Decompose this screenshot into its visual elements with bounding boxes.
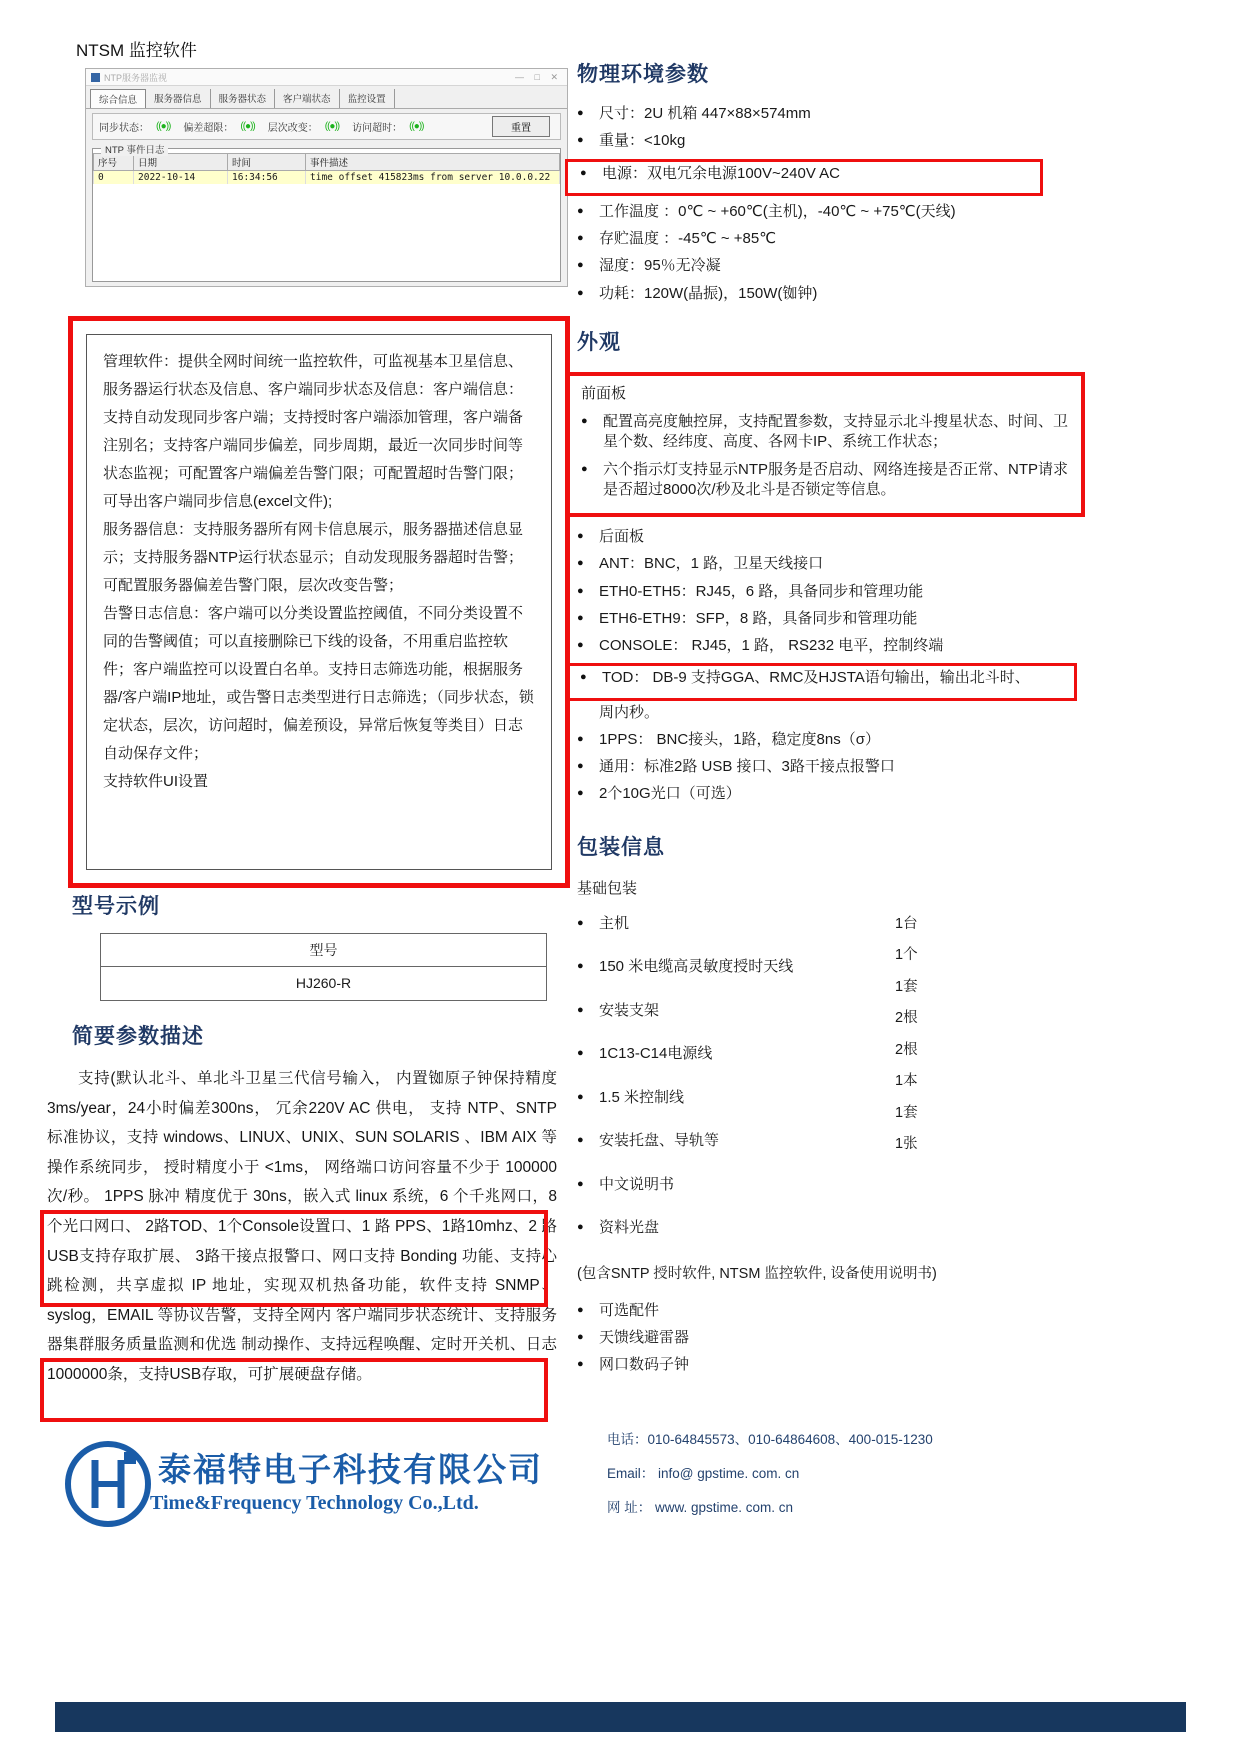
- physical-item: ● 尺寸：2U 机箱 447×88×574mm: [577, 104, 1029, 124]
- physical-list: [577, 104, 1029, 152]
- model-table: [100, 933, 547, 1001]
- log-group-title: NTP 事件日志: [101, 142, 168, 156]
- tod-item: ● TOD： DB-9 支持GGA、RMC及HJSTA语句输出，输出北斗时、: [580, 668, 1064, 688]
- packaging-item: ● 1C13-C14电源线: [577, 1044, 1029, 1081]
- packaging-qty: 1台: [895, 915, 918, 932]
- optional-item: ● 天馈线避雷器: [577, 1328, 1029, 1348]
- app-icon: [91, 73, 100, 82]
- optional-item: ● 网口数码子钟: [577, 1355, 1029, 1375]
- highlight-box-front-panel: [565, 372, 1085, 517]
- contact-phone: 电话：010-64845573、010-64864608、400-015-1230: [607, 1432, 933, 1447]
- led-icon-offset: ((●)): [240, 121, 255, 132]
- packaging-qty: 2根: [895, 1041, 918, 1058]
- tab-general-info[interactable]: 综合信息: [90, 89, 146, 108]
- front-panel-item: ● 六个指示灯支持显示NTP服务是否启动、网络连接是否正常、NTP请求是否超过8000次/秒及北斗是否锁定等信息。: [581, 460, 1069, 501]
- mgmt-paragraph: 告警日志信息：客户端可以分类设置监控阈值，不同分类设置不同的告警阈值；可以直接删除已下线的设备，不用重启监控软件；客户端监控可以设置白名单。支持日志筛选功能，根据服务器/客户端IP地址，或告警日志类型进行日志筛选；（同步状态，锁定状态，层次，访问超时，偏差预设，异常后恢复等类目）日志自动保存文件；: [103, 605, 534, 762]
- col-date: 日期: [134, 154, 228, 171]
- rear-panel-item: ● ETH6-ETH9：SFP，8 路，具备同步和管理功能: [577, 609, 1029, 629]
- page-title: NTSM 监控软件: [76, 41, 197, 60]
- cell-date: 2022-10-14: [134, 171, 228, 185]
- packaging-qty: 1张: [895, 1136, 918, 1152]
- ntp-event-log-group: [92, 145, 561, 282]
- physical-item-power: ● 电源：双电冗余电源100V~240V AC: [580, 164, 1030, 184]
- contact-website: 网 址： www. gpstime. com. cn: [607, 1500, 794, 1515]
- management-software-text: [86, 334, 552, 870]
- optional-items-list: [577, 1301, 1029, 1376]
- packaging-item: ● 150 米电缆高灵敏度授时天线: [577, 957, 1029, 994]
- mgmt-paragraph: 服务器信息：支持服务器所有网卡信息展示，服务器描述信息显示；支持服务器NTP运行状态显示；自动发现服务器超时告警；可配置服务器偏差告警门限，层次改变告警；: [103, 521, 524, 594]
- packaging-section-heading: 包装信息: [577, 835, 665, 859]
- brief-paragraph: 支持(默认北斗、单北斗卫星三代信号输入， 内置铷原子钟保持精度 3ms/year，24小时偏差300ns， 冗余220V AC 供电， 支持 NTP、SNTP 标准协议，支持 windows、LINUX、UNIX、SUN SOLARIS 、IBM AIX 等操作系统同步， 授时精度小于 <1ms， 网络端口访问容量不少于 100000 次/秒。 1PPS 脉冲 精度优于 30ns，嵌入式 linux 系统，6 个千兆网口，8个光口网口、 2路TOD、1个Console设置口、1 路 PPS、1路10mhz、2 路 USB支持存取扩展、 3路干接点报警口、网口支持 Bonding 功能、支持心跳检测，共享虚拟 IP 地址，实现双机热备功能，软件支持 SNMP、syslog，EMAIL 等协议告警，支持全网内 客户端同步状态统计、支持服务器集群服务质量监测和优选 制动操作、支持远程唤醒、定时开关机、日志1000000条，支持USB存取，可扩展硬盘存储。: [47, 1070, 557, 1383]
- packaging-item: ● 中文说明书: [577, 1175, 1029, 1212]
- packaging-items: [577, 914, 1029, 1255]
- col-time: 时间: [228, 154, 306, 171]
- contact-block: [607, 1428, 933, 1530]
- appearance-item: ● 2个10G光口（可选）: [577, 784, 1029, 804]
- window-controls: [515, 72, 562, 83]
- log-table-row[interactable]: [94, 171, 560, 185]
- packaging-item: ● 安装托盘、导轨等: [577, 1131, 1029, 1168]
- cell-desc: time offset 415823ms from server 10.0.0.22: [306, 171, 560, 185]
- footer-bar: [55, 1702, 1186, 1732]
- packaging-item: ● 资料光盘: [577, 1218, 1029, 1255]
- physical-item: ● 功耗：120W(晶振)，150W(铷钟): [577, 284, 1029, 304]
- physical-section-heading: 物理环境参数: [577, 63, 709, 86]
- rear-panel-item: ● ANT：BNC，1 路，卫星天线接口: [577, 554, 1029, 574]
- contact-email: Email： info@ gpstime. com. cn: [607, 1466, 800, 1481]
- company-logo-icon: [62, 1438, 154, 1530]
- company-name-en: Time&Frequency Technology Co.,Ltd.: [150, 1492, 479, 1514]
- cell-seq: 0: [94, 171, 134, 185]
- highlight-box-power: [565, 159, 1043, 196]
- mgmt-paragraph: 支持软件UI设置: [103, 773, 209, 790]
- status-label-sync: 同步状态：: [99, 123, 149, 134]
- physical-list-cont: [577, 202, 1029, 304]
- rear-panel-list: [577, 527, 1029, 656]
- packaging-qty: 1套: [895, 1104, 918, 1121]
- rear-panel-item: ● CONSOLE： RJ45，1 路， RS232 电平，控制终端: [577, 636, 1029, 656]
- rear-panel-item: ● 后面板: [577, 527, 1029, 547]
- highlight-box-tod: [565, 663, 1077, 700]
- col-seq: 序号: [94, 154, 134, 171]
- packaging-qty: 1个: [895, 947, 918, 963]
- packaging-list-block: [577, 914, 1029, 1255]
- appearance-tail-list: [577, 730, 1029, 805]
- front-panel-label: 前面板: [581, 384, 627, 402]
- minimize-icon[interactable]: —: [514, 71, 528, 82]
- physical-item: ● 湿度：95％无冷凝: [577, 256, 1029, 276]
- ntsm-monitor-window: [85, 68, 568, 287]
- model-table-value: HJ260-R: [295, 975, 352, 991]
- tab-client-status[interactable]: 客户端状态: [275, 89, 340, 108]
- ntp-event-log-table[interactable]: [93, 153, 560, 184]
- cell-time: 16:34:56: [228, 171, 306, 185]
- highlight-box-management-software: [68, 316, 570, 888]
- packaging-subtitle: 基础包装: [577, 879, 638, 897]
- status-label-stratum: 层次改变：: [267, 123, 318, 134]
- log-table-header: [94, 154, 560, 171]
- reset-button[interactable]: 重置: [492, 116, 550, 137]
- company-name-cn: 泰福特电子科技有限公司: [158, 1453, 543, 1489]
- physical-item: ● 工作温度 ：0℃ ~ +60℃(主机)，-40℃ ~ +75℃(天线): [577, 202, 1029, 222]
- led-icon-timeout: ((●)): [409, 121, 424, 132]
- appearance-item: ● 1PPS： BNC接头，1路，稳定度8ns（σ）: [577, 730, 1029, 750]
- brief-description: [47, 1064, 557, 1390]
- model-section-heading: 型号示例: [72, 895, 160, 918]
- tod-item-continuation: 周内秒。: [599, 703, 660, 721]
- packaging-qty: 2根: [895, 1010, 918, 1026]
- tab-server-status[interactable]: 服务器状态: [211, 89, 276, 108]
- packaging-item: ● 安装支架: [577, 1001, 1029, 1038]
- packaging-item: ● 主机: [577, 914, 1029, 951]
- window-titlebar: [86, 69, 567, 86]
- model-table-header: 型号: [101, 934, 546, 967]
- window-tabstrip: [86, 86, 567, 109]
- mgmt-paragraph: 客户端信息：支持自动发现同步客户端；支持授时客户端添加管理，客户端备注别名；支持客户端同步偏差，同步周期，最近一次同步时间等状态监视；可配置客户端偏差告警门限；可配置超时告警门限；可导出客户端同步信息(excel文件);: [103, 381, 524, 510]
- rear-panel-item: ● ETH0-ETH5：RJ45，6 路，具备同步和管理功能: [577, 582, 1029, 602]
- packaging-note: (包含SNTP 授时软件, NTSM 监控软件, 设备使用说明书): [577, 1265, 937, 1282]
- status-label-offset: 偏差超限：: [183, 123, 234, 134]
- appearance-section-heading: 外观: [577, 330, 621, 354]
- col-desc: 事件描述: [306, 154, 560, 171]
- tab-server-info[interactable]: 服务器信息: [146, 89, 211, 108]
- optional-item: ● 可选配件: [577, 1301, 1029, 1321]
- packaging-qty: 1套: [895, 978, 918, 995]
- right-column: [577, 58, 1069, 1382]
- window-statusbar: [92, 113, 561, 140]
- packaging-qty: 1本: [895, 1073, 918, 1089]
- brief-section-heading: 简要参数描述: [72, 1025, 204, 1048]
- physical-item: ● 重量：<10kg: [577, 131, 1029, 151]
- tab-monitor-settings[interactable]: 监控设置: [340, 89, 395, 108]
- led-icon-stratum: ((●)): [324, 121, 340, 132]
- packaging-item: ● 1.5 米控制线: [577, 1088, 1029, 1125]
- maximize-icon[interactable]: □: [534, 71, 544, 82]
- physical-item: ● 存贮温度 ：-45℃ ~ +85℃: [577, 229, 1029, 249]
- close-icon[interactable]: ✕: [550, 71, 562, 82]
- led-icon-sync: ((●)): [156, 121, 171, 132]
- appearance-item: ● 通用：标准2路 USB 接口、3路干接点报警口: [577, 757, 1029, 777]
- mgmt-paragraph: 管理软件：提供全网时间统一监控软件，可监视基本卫星信息、服务器运行状态及信息、客户端同步状态及信息：: [103, 353, 524, 398]
- front-panel-item: ● 配置高亮度触控屏，支持配置参数，支持显示北斗搜星状态、时间、卫星个数、经纬度、高度、各网卡IP、系统工作状态；: [581, 412, 1069, 453]
- window-title: NTP服务器监视: [104, 72, 168, 83]
- packaging-quantities: [895, 912, 918, 1164]
- status-label-timeout: 访问超时：: [352, 123, 403, 134]
